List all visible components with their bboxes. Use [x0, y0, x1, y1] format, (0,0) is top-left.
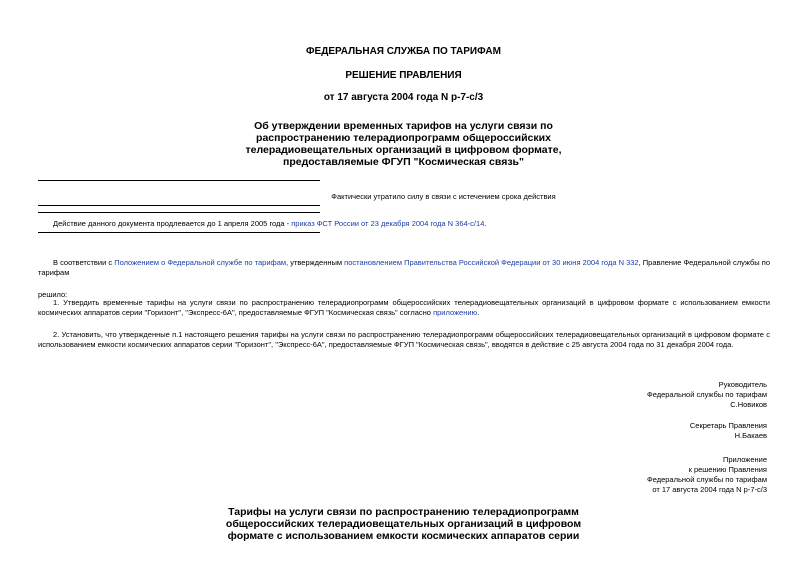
status-note-extended: [53, 219, 486, 228]
title-line: Об утверждении временных тарифов на услуги связи по: [254, 120, 553, 132]
doc-date-number: от 17 августа 2004 года N р-7-с/3: [323, 92, 484, 103]
document-title: [0, 120, 807, 168]
divider: [38, 232, 320, 233]
agency-name: ФЕДЕРАЛЬНАЯ СЛУЖБА ПО ТАРИФАМ: [306, 46, 501, 57]
signature-line: Федеральной службы по тарифам: [647, 390, 767, 399]
tariffs-title-line: Тарифы на услуги связи по распространению телерадиопрограмм: [228, 506, 579, 518]
intro-paragraph: [38, 258, 770, 278]
appendix-link[interactable]: приложению: [433, 308, 478, 317]
status-note-text: Фактически утратило силу в связи с истечением срока действия: [331, 192, 556, 201]
title-line: распространению телерадиопрограмм общероссийских: [256, 132, 551, 144]
extended-prefix: Действие данного документа продлевается до 1 апреля 2005 года -: [53, 219, 292, 228]
signature-name: С.Новиков: [730, 400, 767, 409]
extended-suffix: .: [484, 219, 487, 228]
signature-name: Н.Бакаев: [734, 431, 767, 440]
item-2-paragraph: 2. Установить, что утвержденные п.1 настоящего решения тарифы на услуги связи по распространению телерадиопрограмм общероссийских телерадиовещательных организаций в цифровом формате с использованием емкости космических аппаратов серии "Горизонт", "Экспресс-6А", предоставляемые ФГУП "Космическая связь", вводятся в действие с 25 августа 2004 года по 31 декабря 2004 года.: [38, 330, 770, 349]
title-line: телерадиовещательных организаций в цифровом формате,: [245, 144, 562, 156]
appendix-line: к решению Правления: [688, 465, 767, 474]
intro-text: , Правление Федеральной службы по тарифам: [38, 258, 771, 277]
tariffs-title-line: формате с использованием емкости космических аппаратов серии: [227, 530, 580, 542]
divider: [38, 180, 320, 181]
doc-type: РЕШЕНИЕ ПРАВЛЕНИЯ: [345, 70, 462, 81]
appendix-header: [647, 455, 767, 495]
order-link[interactable]: приказ ФСТ России от 23 декабря 2004 года N 364-с/14: [291, 219, 485, 228]
tariffs-title-line: общероссийских телерадиовещательных организаций в цифровом: [225, 518, 582, 530]
item-1-text: 1. Утвердить временные тарифы на услуги связи по распространению телерадиопрограмм общероссийских телерадиовещательных организаций в цифровом формате с использованием емкости космических аппаратов серии "Горизонт", "Экспресс-6А", предоставляемые ФГУП "Космическая связь" согласно: [38, 298, 770, 317]
intro-text: В соответствии с: [53, 258, 115, 267]
secretary-signature: [690, 421, 767, 441]
regulation-link[interactable]: Положением о Федеральной службе по тарифам: [114, 258, 287, 267]
appendix-line: от 17 августа 2004 года N р-7-с/3: [652, 485, 767, 494]
intro-text: , утвержденным: [286, 258, 345, 267]
divider: [38, 205, 320, 206]
signature-line: Секретарь Правления: [689, 421, 767, 430]
item-1-paragraph: [38, 298, 770, 318]
status-note-expired: [0, 192, 807, 201]
item-1-end: .: [477, 308, 480, 317]
head-signature: [647, 380, 767, 410]
title-line: предоставляемые ФГУП "Космическая связь": [282, 156, 524, 168]
appendix-line: Приложение: [723, 455, 767, 464]
tariffs-title: [0, 506, 807, 542]
divider: [38, 212, 320, 213]
decided-label: решило:: [38, 290, 68, 299]
government-decree-link[interactable]: постановлением Правительства Российской Федерации от 30 июня 2004 года N 332: [344, 258, 639, 267]
signature-line: Руководитель: [718, 380, 767, 389]
appendix-line: Федеральной службы по тарифам: [647, 475, 767, 484]
